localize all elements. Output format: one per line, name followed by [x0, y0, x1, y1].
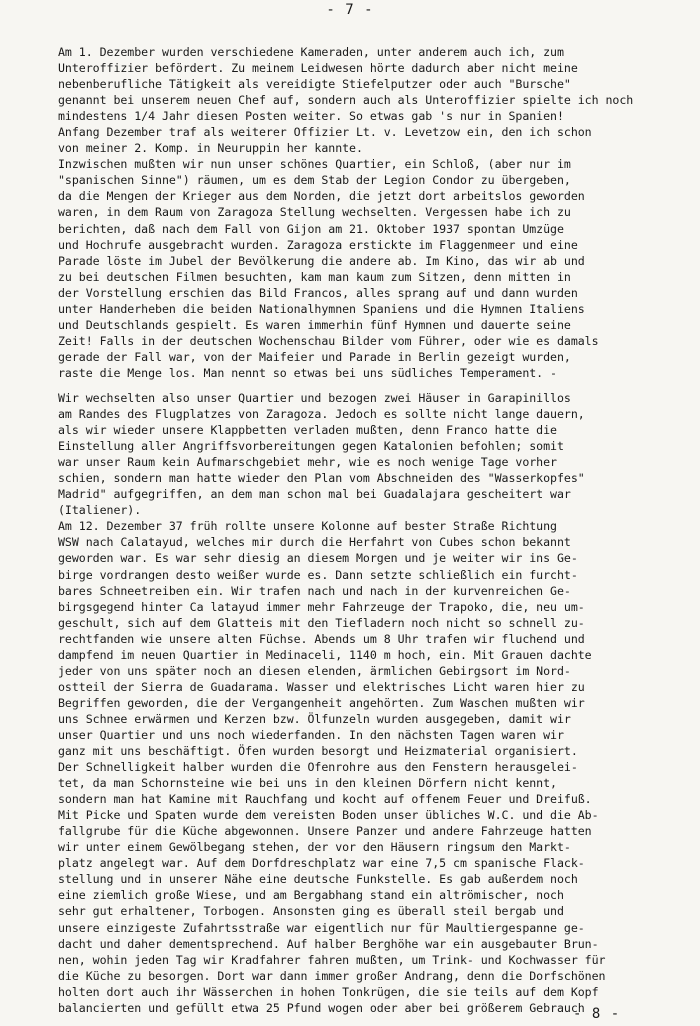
text-line: der Vorstellung erschien das Bild Francos, alles sprang auf und dann wurden	[58, 285, 578, 300]
text-line: zu bei deutschen Filmen besuchten, kam man kaum zum Sitzen, denn mitten in	[58, 269, 571, 284]
text-line: und Hochrufe ausgebracht wurden. Zaragoza erstickte im Flaggenmeer und eine	[58, 237, 578, 252]
text-line: "spanischen Sinne") räumen, um es dem Stab der Legion Condor zu übergeben,	[58, 173, 571, 188]
text-line: Am 1. Dezember wurden verschiedene Kameraden, unter anderem auch ich, zum	[58, 45, 564, 59]
paragraph-gap	[58, 381, 698, 390]
text-line: WSW nach Calatayud, welches mir durch die Herfahrt von Cubes schon bekannt	[58, 535, 571, 550]
text-line: Einstellung aller Angriffsvorbereitungen gegen Katalonien befohlen; somit	[58, 439, 564, 454]
text-line: war unser Raum kein Aufmarschgebiet mehr, wie es noch wenige Tage vorher	[58, 455, 557, 470]
text-line: schien, sondern man hatte wieder den Plan vom Abschneiden des "Wasserkopfes"	[58, 471, 585, 486]
text-line: dacht und daher dementsprechend. Auf halber Berghöhe war ein ausgebauter Brun-	[58, 936, 599, 951]
text-line: dampfend im neuen Quartier in Medinaceli, 1140 m hoch, ein. Mit Grauen dachte	[58, 647, 592, 662]
document-body	[58, 44, 698, 1016]
text-line: Zeit! Falls in der deutschen Wochenschau Bilder vom Führer, oder wie es damals	[58, 333, 599, 348]
text-line: geschult, sich auf dem Glatteis mit den Tiefladern noch nicht so schnell zu-	[58, 615, 585, 630]
text-line: rechtfanden wie unsere alten Füchse. Abends um 8 Uhr trafen wir fluchend und	[58, 631, 585, 646]
text-line: am Randes des Flugplatzes von Zaragoza. Jedoch es sollte nicht lange dauern,	[58, 407, 585, 422]
text-line: Parade löste im Jubel der Bevölkerung die andere ab. Im Kino, das wir ab und	[58, 253, 585, 268]
text-line: fallgrube für die Küche abgewonnen. Unsere Panzer und andere Fahrzeuge hatten	[58, 824, 592, 839]
text-line: mindestens 1/4 Jahr diesen Posten weiter. So etwas gab 's nur in Spanien!	[58, 109, 564, 124]
text-line: unsere einzigeste Zufahrtsstraße war eigentlich nur für Maultiergespanne ge-	[58, 920, 585, 935]
text-line: ganz mit uns beschäftigt. Öfen wurden besorgt und Heizmaterial organisiert.	[58, 744, 578, 759]
text-line: Madrid" aufgegriffen, an dem man schon mal bei Guadalajara gescheitert war	[58, 487, 571, 502]
text-line: (Italiener).	[58, 503, 142, 518]
text-line: als wir wieder unsere Klappbetten verladen mußten, denn Franco hatte die	[58, 423, 557, 438]
paragraph-2	[58, 390, 698, 1016]
text-line: Mit Picke und Spaten wurde dem vereisten Boden unser übliches W.C. und die Ab-	[58, 808, 599, 823]
text-line: uns Schnee erwärmen und Kerzen bzw. Ölfunzeln wurden ausgegeben, damit wir	[58, 711, 571, 726]
text-line: gerade der Fall war, von der Maifeier und Parade in Berlin gezeigt wurden,	[58, 349, 571, 364]
paragraph-1	[58, 44, 698, 381]
text-line: geworden war. Es war sehr diesig an diesem Morgen und je weiter wir ins Ge-	[58, 551, 578, 566]
text-line: tet, da man Schornsteine wie bei uns in den kleinen Dörfern nicht kennt,	[58, 776, 557, 791]
page-number-header: - 7 -	[326, 2, 374, 18]
text-line: Am 12. Dezember 37 früh rollte unsere Kolonne auf bester Straße Richtung	[58, 519, 557, 534]
text-line: sehr gut erhaltener, Torbogen. Ansonsten ging es überall steil bergab und	[58, 904, 564, 919]
text-line: waren, in dem Raum von Zaragoza Stellung wechselten. Vergessen habe ich zu	[58, 205, 571, 220]
page-number-footer: - 8 -	[573, 1006, 621, 1022]
text-line: Inzwischen mußten wir nun unser schönes Quartier, ein Schloß, (aber nur im	[58, 157, 571, 172]
text-line: sondern man hat Kamine mit Rauchfang und kocht auf offenem Feuer und Dreifuß.	[58, 792, 592, 807]
text-line: da die Mengen der Krieger aus dem Norden, die jetzt dort arbeitslos geworden	[58, 189, 585, 204]
text-line: holten dort auch ihr Wässerchen in hohen Tonkrügen, die sie teils auf dem Kopf	[58, 984, 599, 999]
text-line: raste die Menge los. Man nennt so etwas bei uns südliches Temperament. -	[58, 365, 557, 380]
text-line: birgsgegend hinter Ca latayud immer mehr Fahrzeuge der Trapoko, die, neu um-	[58, 599, 585, 614]
text-line: stellung und in unserer Nähe eine deutsche Funkstelle. Es gab außerdem noch	[58, 872, 578, 887]
text-line: unter Handerheben die beiden Nationalhymnen Spaniens und die Hymnen Italiens	[58, 301, 585, 316]
text-line: bares Schneetreiben ein. Wir trafen nach und nach in der kurvenreichen Ge-	[58, 583, 571, 598]
text-line: berichten, daß nach dem Fall von Gijon am 21. Oktober 1937 spontan Umzüge	[58, 221, 564, 236]
text-line: Wir wechselten also unser Quartier und bezogen zwei Häuser in Garapinillos	[58, 390, 571, 405]
text-line: Unteroffizier befördert. Zu meinem Leidwesen hörte dadurch aber nicht meine	[58, 61, 578, 76]
text-line: eine ziemlich große Wiese, und am Bergabhang stand ein altrömischer, noch	[58, 888, 564, 903]
text-line: Anfang Dezember traf als weiterer Offizier Lt. v. Levetzow ein, den ich schon	[58, 125, 592, 140]
text-line: balancierten und gefüllt etwa 25 Pfund wogen oder aber bei größerem Gebrauch	[58, 1000, 585, 1015]
text-line: unser Quartier und uns noch wiederfanden. In den nächsten Tagen waren wir	[58, 727, 564, 742]
text-line: genannt bei unserem neuen Chef auf, sondern auch als Unteroffizier spielte ich noch	[58, 93, 634, 108]
text-line: nebenberufliche Tätigkeit als vereidigte Stiefelputzer oder auch "Bursche"	[58, 77, 571, 92]
text-line: Begriffen geworden, die der Vergangenheit angehörten. Zum Waschen mußten wir	[58, 695, 585, 710]
text-line: die Küche zu besorgen. Dort war dann immer großer Andrang, denn die Dorfschönen	[58, 968, 606, 983]
text-line: nen, wohin jeden Tag wir Kradfahrer fahren mußten, um Trink- und Kochwasser für	[58, 952, 606, 967]
text-line: jeder von uns später noch an diesen elenden, ärmlichen Gebirgsort im Nord-	[58, 663, 571, 678]
text-line: platz angelegt war. Auf dem Dorfdreschplatz war eine 7,5 cm spanische Flack-	[58, 856, 585, 871]
text-line: Der Schnelligkeit halber wurden die Ofenrohre aus den Fenstern herausgelei-	[58, 760, 578, 775]
text-line: ostteil der Sierra de Guadarama. Wasser und elektrisches Licht waren hier zu	[58, 679, 585, 694]
text-line: von meiner 2. Komp. in Neuruppin her kannte.	[58, 141, 363, 156]
text-line: und Deutschlands gespielt. Es waren immerhin fünf Hymnen und dauerte seine	[58, 317, 571, 332]
text-line: birge vordrangen desto weißer wurde es. Dann setzte schließlich ein furcht-	[58, 567, 578, 582]
text-line: wir unter einem Gewölbegang stehen, der vor den Häusern ringsum den Markt-	[58, 840, 571, 855]
